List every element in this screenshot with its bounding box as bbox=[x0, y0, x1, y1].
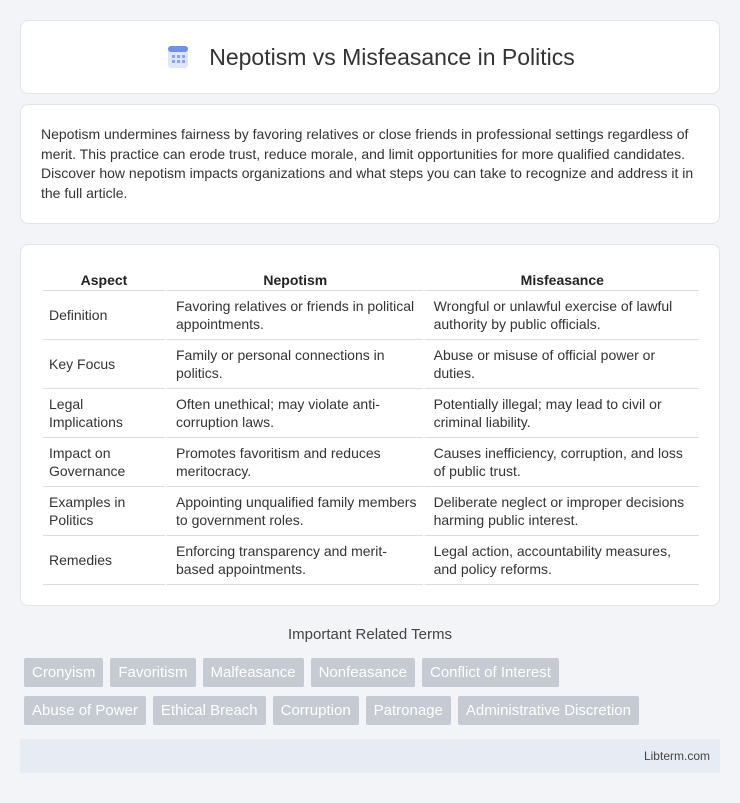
tag-conflict-of-interest[interactable]: Conflict of Interest bbox=[422, 658, 559, 687]
table-cell-nepotism: Family or personal connections in politics. bbox=[165, 340, 423, 389]
related-terms-list bbox=[24, 658, 724, 734]
header-nepotism: Nepotism bbox=[165, 265, 423, 291]
tag-abuse-of-power[interactable]: Abuse of Power bbox=[24, 696, 146, 725]
tag-malfeasance[interactable]: Malfeasance bbox=[203, 658, 304, 687]
table-cell-misfeasance: Causes inefficiency, corruption, and loss of public trust. bbox=[423, 438, 699, 487]
tag-corruption[interactable]: Corruption bbox=[273, 696, 359, 725]
table-cell-aspect: Impact on Governance bbox=[43, 438, 165, 487]
intro-text: Nepotism undermines fairness by favoring relatives or close friends in professional settings regardless of merit. This practice can erode trust, reduce morale, and limit opportunities for more qualified candidates. Discover how nepotism impacts organizations and what steps you can take to recognize and address it in the full article. bbox=[41, 126, 694, 201]
table-cell-nepotism: Appointing unqualified family members to government roles. bbox=[165, 487, 423, 536]
table-cell-nepotism: Favoring relatives or friends in political appointments. bbox=[165, 291, 423, 340]
table-cell-aspect: Remedies bbox=[43, 536, 165, 585]
table-cell-nepotism: Promotes favoritism and reduces meritocracy. bbox=[165, 438, 423, 487]
table-cell-aspect: Examples in Politics bbox=[43, 487, 165, 536]
related-terms-title: Important Related Terms bbox=[288, 626, 452, 643]
table-row bbox=[43, 536, 699, 585]
table-cell-aspect: Legal Implications bbox=[43, 389, 165, 438]
table-cell-misfeasance: Legal action, accountability measures, and policy reforms. bbox=[423, 536, 699, 585]
table-row bbox=[43, 438, 699, 487]
tag-nonfeasance[interactable]: Nonfeasance bbox=[311, 658, 415, 687]
footer bbox=[20, 739, 720, 773]
header-card bbox=[20, 20, 720, 94]
table-cell-misfeasance: Potentially illegal; may lead to civil or criminal liability. bbox=[423, 389, 699, 438]
footer-site-link[interactable]: Libterm.com bbox=[643, 749, 710, 763]
table-row bbox=[43, 291, 699, 340]
page-title: Nepotism vs Misfeasance in Politics bbox=[209, 43, 575, 70]
tag-ethical-breach[interactable]: Ethical Breach bbox=[153, 696, 266, 725]
tag-row bbox=[24, 658, 724, 687]
header-misfeasance: Misfeasance bbox=[423, 265, 699, 291]
tag-administrative-discretion[interactable]: Administrative Discretion bbox=[458, 696, 639, 725]
tag-favoritism[interactable]: Favoritism bbox=[110, 658, 195, 687]
tag-cronyism[interactable]: Cronyism bbox=[24, 658, 103, 687]
header-aspect: Aspect bbox=[43, 265, 165, 291]
table-row bbox=[43, 340, 699, 389]
table-cell-aspect: Key Focus bbox=[43, 340, 165, 389]
table-cell-misfeasance: Deliberate neglect or improper decisions harming public interest. bbox=[423, 487, 699, 536]
table-cell-aspect: Definition bbox=[43, 291, 165, 340]
table-cell-misfeasance: Abuse or misuse of official power or duties. bbox=[423, 340, 699, 389]
table-header-row bbox=[43, 265, 699, 291]
table-row bbox=[43, 487, 699, 536]
table-cell-misfeasance: Wrongful or unlawful exercise of lawful authority by public officials. bbox=[423, 291, 699, 340]
comparison-table-card bbox=[20, 244, 720, 606]
table-row bbox=[43, 389, 699, 438]
table-cell-nepotism: Enforcing transparency and merit-based appointments. bbox=[165, 536, 423, 585]
table-cell-nepotism: Often unethical; may violate anti-corruption laws. bbox=[165, 389, 423, 438]
tag-patronage[interactable]: Patronage bbox=[366, 696, 451, 725]
tag-row bbox=[24, 696, 724, 725]
document-table-icon bbox=[165, 44, 191, 70]
intro-card bbox=[20, 104, 720, 224]
comparison-table bbox=[43, 265, 699, 585]
